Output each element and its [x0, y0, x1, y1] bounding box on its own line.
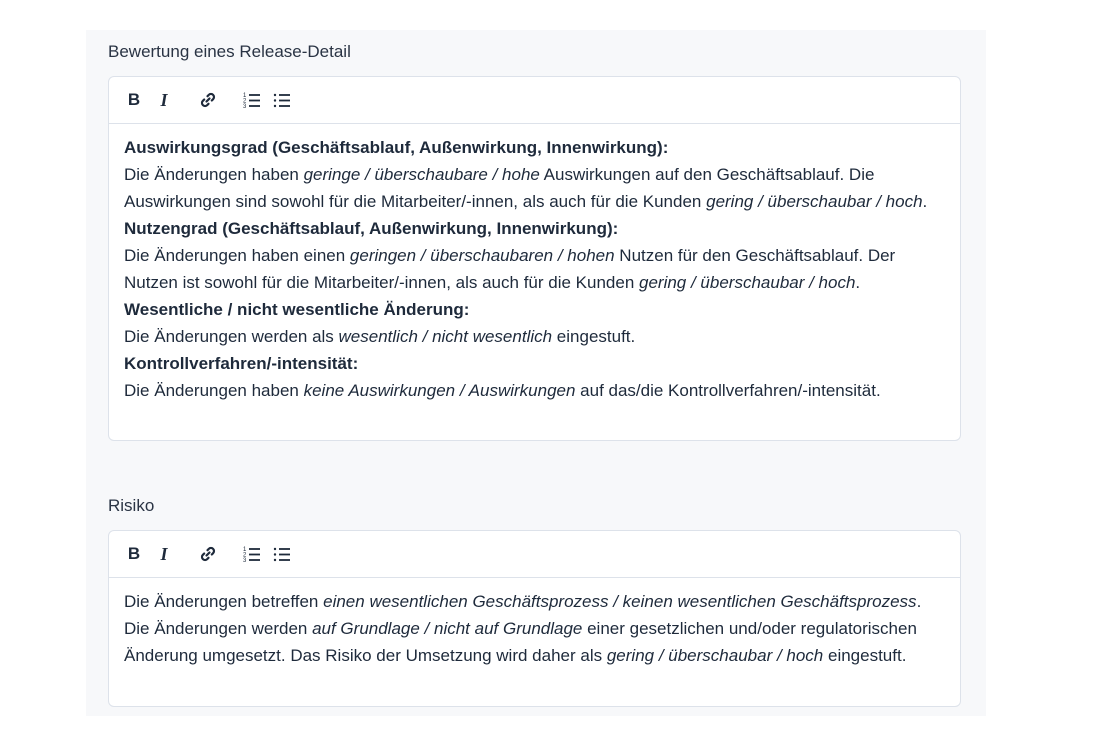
- svg-text:3: 3: [243, 558, 247, 563]
- rich-text-editor-risiko: [108, 530, 961, 707]
- svg-text:2: 2: [243, 98, 247, 105]
- heading-nutzengrad: Nutzengrad (Geschäftsablauf, Außenwirkung, Innenwirkung):: [124, 219, 619, 238]
- paragraph-auswirkungsgrad: Die Änderungen haben geringe / überschaubare / hohe Auswirkungen auf den Geschäftsablauf. Die Auswirkungen sind sowohl für die Mitarbeiter/-innen, als auch für die Kunden gering / überschaubar / hoch.: [124, 165, 928, 211]
- section-label-risiko: Risiko: [108, 496, 155, 515]
- ordered-list-icon: [243, 91, 261, 109]
- svg-text:2: 2: [243, 552, 247, 559]
- editor-content-risiko[interactable]: [109, 578, 960, 669]
- link-button[interactable]: [197, 89, 219, 111]
- italic-button[interactable]: I: [160, 543, 168, 564]
- bullet-list-icon: [273, 91, 291, 109]
- italic-button[interactable]: I: [160, 89, 168, 110]
- ordered-list-button[interactable]: [241, 89, 263, 111]
- link-icon: [199, 545, 217, 563]
- heading-kontrollverfahren: Kontrollverfahren/-intensität:: [124, 354, 359, 373]
- ordered-list-icon: [243, 545, 261, 563]
- bullet-list-button[interactable]: [271, 543, 293, 565]
- editor-content-bewertung[interactable]: [109, 124, 960, 404]
- section-label-bewertung: Bewertung eines Release-Detail: [108, 42, 351, 61]
- editor-toolbar: [109, 531, 960, 578]
- bullet-list-button[interactable]: [271, 89, 293, 111]
- bold-button[interactable]: B: [127, 90, 141, 109]
- heading-auswirkungsgrad: Auswirkungsgrad (Geschäftsablauf, Außenwirkung, Innenwirkung):: [124, 138, 669, 157]
- ordered-list-button[interactable]: [241, 543, 263, 565]
- svg-text:1: 1: [243, 93, 247, 99]
- link-button[interactable]: [197, 543, 219, 565]
- link-icon: [199, 91, 217, 109]
- form-panel: [86, 30, 986, 716]
- paragraph-nutzengrad: Die Änderungen haben einen geringen / überschaubaren / hohen Nutzen für den Geschäftsablauf. Der Nutzen ist sowohl für die Mitarbeiter/-innen, als auch für die Kunden gering / überschaubar / hoch.: [124, 246, 896, 292]
- heading-wesentliche: Wesentliche / nicht wesentliche Änderung:: [124, 300, 470, 319]
- paragraph-risiko: Die Änderungen betreffen einen wesentlichen Geschäftsprozess / keinen wesentlichen Geschäftsprozess. Die Änderungen werden auf Grundlage / nicht auf Grundlage einer gesetzlichen und/oder regulatorischen Änderung umgesetzt. Das Risiko der Umsetzung wird daher als gering / überschaubar / hoch eingestuft.: [124, 592, 922, 665]
- bold-button[interactable]: B: [127, 544, 141, 563]
- paragraph-kontrollverfahren: Die Änderungen haben keine Auswirkungen / Auswirkungen auf das/die Kontrollverfahren/-intensität.: [124, 381, 881, 400]
- svg-text:1: 1: [243, 547, 247, 553]
- rich-text-editor-bewertung: [108, 76, 961, 441]
- bullet-list-icon: [273, 545, 291, 563]
- editor-toolbar: [109, 77, 960, 124]
- svg-text:3: 3: [243, 104, 247, 109]
- paragraph-wesentliche: Die Änderungen werden als wesentlich / nicht wesentlich eingestuft.: [124, 327, 636, 346]
